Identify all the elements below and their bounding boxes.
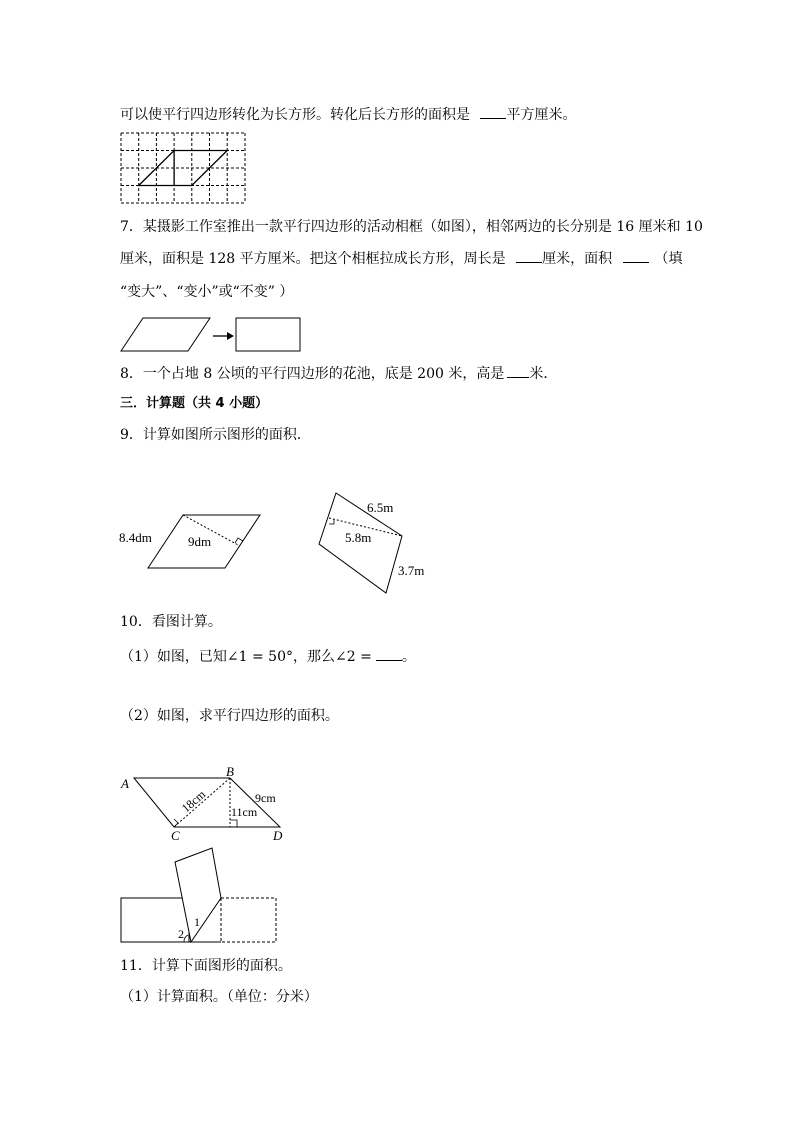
parallelogram-abcd-figure: [118, 764, 298, 844]
question-8: 8．一个占地 8 公顷的平行四边形的花池，底是 200 米，高是 米．: [120, 363, 557, 384]
question-7-line1: 7．某摄影工作室推出一款平行四边形的活动相框（如图），相邻两边的长分别是 16 厘米和 10: [120, 219, 703, 235]
parallelogram-frame: [121, 318, 210, 351]
height-blank[interactable]: [507, 363, 529, 378]
answer-blank[interactable]: [480, 104, 506, 119]
grid-parallelogram-figure: [120, 132, 246, 204]
height-label-3: 11cm: [231, 805, 258, 819]
section-heading: 三．计算题（共 4 小题）: [120, 396, 269, 411]
question-9: 9．计算如图所示图形的面积．: [120, 427, 311, 443]
angle-2-label: 2: [178, 927, 184, 941]
question-11-part1: （1）计算面积。（单位：分米）: [120, 989, 318, 1005]
question-10-part2: （2）如图，求平行四边形的面积。: [120, 708, 339, 724]
question-7-line3: “变大”、“变小”或“不变” ）: [120, 284, 294, 300]
vertex-d: D: [273, 828, 283, 843]
rectangle-frame: [236, 318, 300, 351]
angle-blank[interactable]: [376, 646, 402, 661]
vertex-c: C: [171, 828, 180, 843]
frame-transform-figure: [118, 316, 304, 354]
q6-continuation: 可以使平行四边形转化为长方形。转化后长方形的面积是 平方厘米。: [120, 104, 576, 125]
side-bd-label: 9cm: [255, 791, 276, 805]
folded-paper-figure: [118, 846, 282, 946]
angle-1-label: 1: [194, 915, 200, 929]
question-7-line2: 厘米，面积是 128 平方厘米。把这个相框拉成长方形，周长是 厘米，面积 （填: [120, 248, 683, 269]
side-label: 8.4dm: [119, 530, 152, 545]
height-label: 9dm: [188, 534, 212, 549]
area-change-blank[interactable]: [623, 248, 649, 263]
question-10-part1: （1）如图，已知∠1 = 50°，那么∠2 = 。: [120, 646, 416, 667]
perimeter-blank[interactable]: [516, 248, 542, 263]
question-10: 10．看图计算。: [120, 614, 222, 630]
right-side-label: 3.7m: [398, 563, 425, 578]
height-label-2: 5.8m: [345, 530, 372, 545]
top-side-label: 6.5m: [367, 500, 394, 515]
vertex-b: B: [226, 764, 234, 779]
diagonal-label: 18cm: [178, 787, 209, 816]
question-11: 11．计算下面图形的面积。: [120, 958, 292, 974]
vertex-a: A: [121, 776, 129, 791]
q9-figures: [118, 486, 438, 598]
